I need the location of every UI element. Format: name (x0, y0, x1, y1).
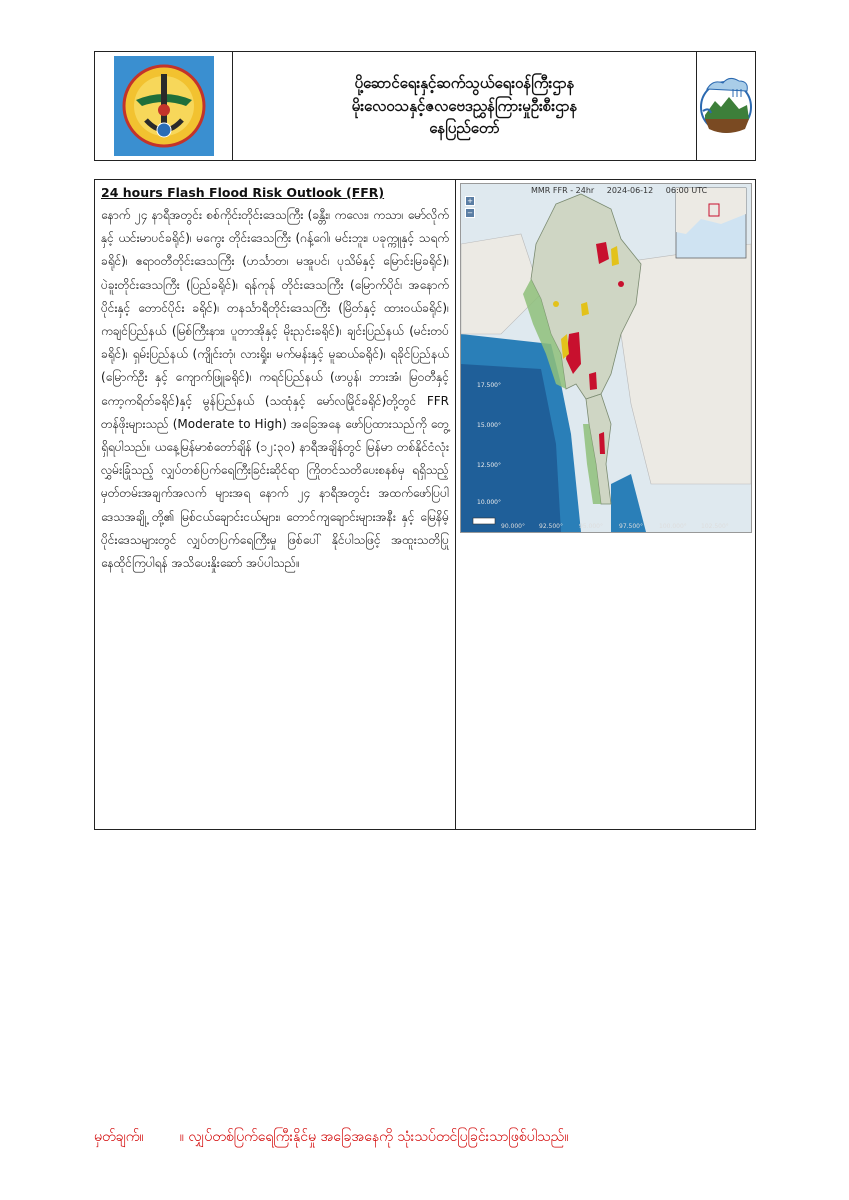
department-name: မိုးလေဝသနှင့်ဇလဗေဒညွှန်ကြားမှုဦးစီးဌာန (351, 96, 578, 115)
lon-label: 92.500° (539, 523, 563, 530)
header-table (94, 51, 756, 161)
map-product: MMR FFR - 24hr (531, 186, 595, 195)
outlook-title: 24 hours Flash Flood Risk Outlook (FFR) (101, 185, 385, 200)
map-date: 2024-06-12 (606, 186, 654, 195)
map-header (531, 186, 717, 195)
ministry-logo-cell (95, 52, 233, 160)
lat-label: 17.500° (477, 382, 501, 389)
lon-label: 97.500° (619, 523, 643, 530)
ministry-emblem-icon (114, 56, 214, 156)
dmh-logo-cell (697, 52, 755, 160)
map-cell (456, 180, 755, 829)
outlook-body: နောက် ၂၄ နာရီအတွင်း စစ်ကိုင်းတိုင်းဒေသကြီး (ခန္တီး၊ ကလေး၊ ကသာ၊ မော်လိုက်နှင့် ယင်းမာပင်ခရိုင်)၊ မကွေး တိုင်းဒေသကြီး (ဂန့်ဂေါ၊ မင်းဘူး၊ ပခုက္ကူနှင့် သရက်ခရိုင်)၊ ဧရာဝတီတိုင်းဒေသကြီး (ဟင်္သာတ၊ မအူပင်၊ ပုသိမ်နှင့် မြောင်းမြခရိုင်)၊ ပဲခူးတိုင်းဒေသကြီး (ပြည်ခရိုင်)၊ ရန်ကုန် တိုင်းဒေသကြီး (မြောက်ပိုင်၊ အနောက်ပိုင်းနှင့် တောင်ပိုင်း ခရိုင်)၊ တနင်္သာရီတိုင်းဒေသကြီး (မြိတ်နှင့် ထားဝယ်ခရိုင်)၊ ကချင်ပြည်နယ် (မြစ်ကြီးနား၊ ပူတာအိုနှင့် မိုးညှင်းခရိုင်)၊ ချင်းပြည်နယ် (မင်းတပ်ခရိုင်)၊ ရှမ်းပြည်နယ် (ကျိုင်းတုံ၊ လားရှိုး၊ မက်မန်းနှင့် မူဆယ်ခရိုင်)၊ ရခိုင်ပြည်နယ် (မြောက်ဦး နှင့် ကျောက်ဖြူခရိုင်)၊ ကရင်ပြည်နယ် (ဖာပွန်၊ ဘားအံ၊ မြဝတီနှင့် ကော့ကရိတ်ခရိုင်)နှင့် မွန်ပြည်နယ် (သထုံနှင့် မော်လမြိုင်ခရိုင်)တို့တွင် FFR တန်ဖိုးများသည် (Moderate to High) အခြေအနေ ဖော်ပြထားသည်ကို တွေ့ရှိရပါသည်။ ယနေ့မြန်မာစံတော်ချိန် (၁၂:၃၀) နာရီအချိန်တွင် မြန်မာ တစ်နိုင်ငံလုံး လွှမ်းခြုံသည့် လျှပ်တစ်ပြက်ရေကြီးခြင်းဆိုင်ရာ ကြိုတင်သတိပေးစနစ်မှ ရရှိသည့် မှတ်တမ်းအချက်အလက် များအရ နောက် ၂၄ နာရီအတွင်း အထက်ဖော်ပြပါ ဒေသအချို့ တို့၏ မြစ်ငယ်ချောင်းငယ်များ၊ တောင်ကျချောင်းများအနီး နှင့် မြေနိမ့်ပိုင်းဒေသများတွင် လျှပ်တပြက်ရေကြီးမှု ဖြစ်ပေါ် နိုင်ပါသဖြင့် အထူးသတိပြု နေထိုင်ကြပါရန် အသိပေးနှိုးဆော် အပ်ပါသည်။ (101, 208, 449, 571)
outlook-text-cell (95, 180, 456, 829)
header-title-cell (233, 52, 697, 160)
city-name: နေပြည်တော် (429, 119, 500, 138)
lon-label: 90.000° (501, 523, 525, 530)
footer-note (94, 1127, 568, 1148)
lon-label: 102.500° (701, 523, 729, 530)
note-label: မှတ်ချက်။ (94, 1129, 144, 1145)
ffr-map-graphic (461, 184, 751, 532)
hydro-cycle-logo-icon (699, 67, 753, 145)
lon-label: 95.000° (579, 523, 603, 530)
note-text: ။ လျှပ်တစ်ပြက်ရေကြီးနိုင်မှု အခြေအနေကို သုံးသပ်တင်ပြခြင်းသာဖြစ်ပါသည်။ (179, 1129, 569, 1145)
zoom-in-button[interactable]: + (465, 196, 475, 206)
lon-label: 100.000° (659, 523, 687, 530)
ministry-name: ပို့ဆောင်ရေးနှင့်ဆက်သွယ်ရေးဝန်ကြီးဌာန (354, 73, 575, 92)
map-time: 06:00 UTC (665, 186, 708, 195)
lat-label: 10.000° (477, 499, 501, 506)
outlook-table (94, 179, 756, 830)
lat-label: 12.500° (477, 462, 501, 469)
lat-label: 15.000° (477, 422, 501, 429)
zoom-out-button[interactable]: − (465, 208, 475, 218)
ffr-risk-map[interactable] (460, 183, 752, 533)
